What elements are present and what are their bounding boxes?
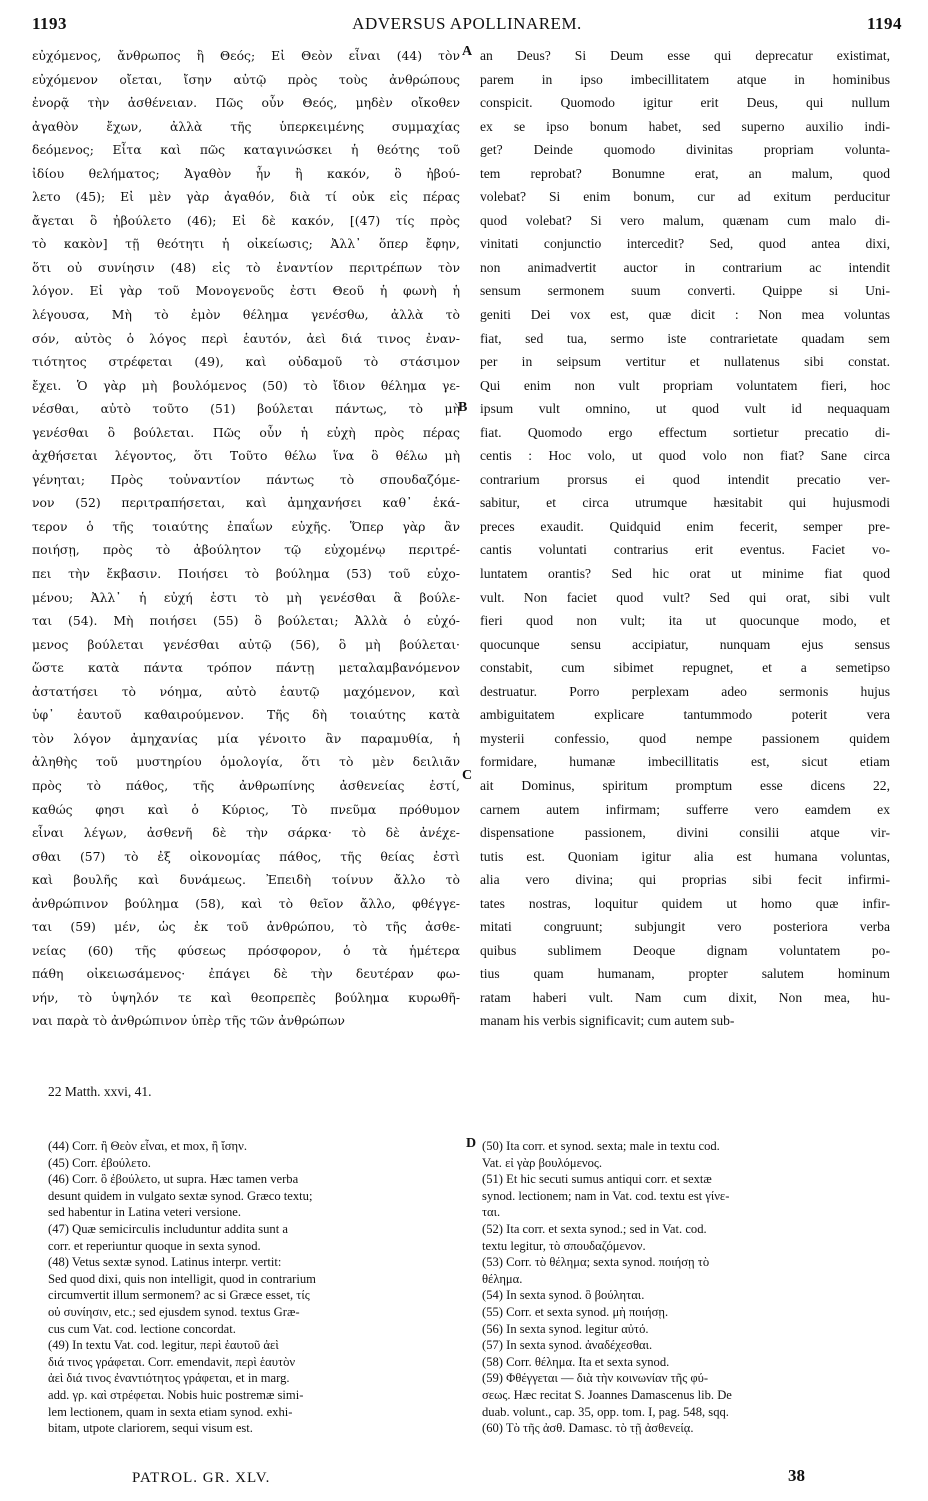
footnote-line: duab. volunt., cap. 35, opp. tom. I, pag. 548, sqq.	[482, 1404, 729, 1419]
footnotes-right	[482, 1138, 892, 1437]
section-marker-c: C	[462, 768, 473, 783]
latin-text-line: carnem autem infirmam; sufferre vero eamdem ex	[480, 801, 890, 817]
volume-label: PATROL. GR. XLV.	[132, 1470, 271, 1486]
greek-text-column	[32, 44, 460, 1033]
latin-text-line: ait Dominus, spiritum promptum esse dicens 22,	[480, 777, 890, 793]
latin-text-line: conspicit. Quomodo igitur erit Deus, qui nullum	[480, 95, 890, 111]
footnote-line: (48) Vetus sextæ synod. Latinus interpr. vertit:	[48, 1255, 282, 1270]
latin-text-line: fieri quod non vult; ita ut quocunque modo, et	[480, 613, 890, 629]
latin-text-line: constabit, cum sibimet repugnet, et a semetipso	[480, 660, 890, 676]
latin-text-line: sensum sermonem suum converti. Quippe si Uni-	[480, 283, 890, 299]
latin-text-line: destruatur. Porro perplexam adeo sermonis hujus	[480, 683, 890, 699]
greek-text-line: ποιήσῃ, πρὸς τὸ ἀβούλητον τῷ εὐχομένῳ περιτρέ-	[32, 542, 460, 558]
greek-text-line: σθαι (57) τὸ ἐξ οἰκονομίας πάθος, τῆς θείας ἐστὶ	[32, 848, 460, 864]
latin-text-line: parem in ipso imbecillitatem atque in hominibus	[480, 71, 890, 87]
footnote-line: διά τινος γράφεται. Corr. emendavit, περὶ ἑαυτὸν	[48, 1354, 296, 1369]
footnote-line: (46) Corr. ὃ ἐβούλετο, ut supra. Hæc tamen verba	[48, 1172, 299, 1187]
latin-text-line: alia vero divina; qui proprias sibi fecit infirmi-	[480, 872, 890, 888]
greek-text-line: ὥστε κατὰ πάντα τρόπον πάντῃ μεταλαμβανόμενον	[32, 660, 460, 676]
greek-text-line: ἔχει. Ὁ γὰρ μὴ βουλόμενος (50) τὸ ἴδιον θέλημα γε-	[32, 377, 460, 393]
footnote-line: (59) Φθέγγεται — διὰ τὴν κοινωνίαν τῆς φύ-	[482, 1371, 709, 1386]
footnote-line: (55) Corr. et sexta synod. μὴ ποιήσῃ.	[482, 1304, 669, 1319]
running-header	[32, 14, 902, 40]
latin-text-line: ratam haberi vult. Nam cum dixit, Non mea, hu-	[480, 989, 890, 1005]
greek-text-line: ἰδίου θελήματος; Ἀγαθὸν ἦν ἢ κακόν, ὃ ἠβού-	[32, 165, 460, 181]
greek-text-line: μενος βούλεται γενέσθαι αὐτῷ (56), ὃ μὴ βούλεται·	[32, 636, 460, 652]
footnote-line: ται.	[482, 1205, 501, 1220]
latin-text-line: cantis voluntati contrarius erit eventus. Faciet vo-	[480, 542, 890, 558]
footnote-line: θέλημα.	[482, 1271, 523, 1286]
latin-text-line: vinitati conjunctio intercedit? Sed, quod antea dixi,	[480, 236, 890, 252]
greek-text-line: τιότητος στρέφεται (49), καὶ οὐδαμοῦ τὸ στάσιμον	[32, 354, 460, 370]
footnote-line: corr. et reperiuntur quoque in sexta synod.	[48, 1238, 261, 1253]
latin-text-line: sabitur, et circa utrumque hæsitabit qui hujusmodi	[480, 495, 890, 511]
greek-text-line: λέγουσα, Μὴ τὸ ἐμὸν θέλημα γενέσθω, ἀλλὰ τὸ	[32, 307, 460, 323]
greek-text-line: λετο (45); Εἰ μὲν γὰρ ἀγαθόν, διὰ τί οὐκ εἰς πέρας	[32, 189, 460, 205]
greek-text-line: ἄγεται ὃ ἠβούλετο (46); Εἰ δὲ κακόν, [(47) τίς πρὸς	[32, 212, 460, 228]
greek-text-line: νείας (60) τῆς φύσεως πρόσφορον, ὁ τὰ ἡμέτερα	[32, 942, 460, 958]
latin-text-line: quod volebat? Si vero malum, quænam cum malo di-	[480, 212, 890, 228]
footnote-line: (52) Ita corr. et sexta synod.; sed in Vat. cod.	[482, 1221, 707, 1236]
greek-text-line: ται (54). Μὴ ποιήσει (55) ὃ βούλεται; Ἀλλὰ ὁ εὐχό-	[32, 613, 460, 629]
latin-text-line: ipsum vult omnino, ut quod vult id nequaquam	[480, 401, 890, 417]
section-marker-b: B	[458, 400, 468, 415]
greek-text-line: ὑφ᾽ ἑαυτοῦ καθαιρούμενον. Τῆς δὴ τοιαύτης κατὰ	[32, 707, 460, 723]
running-title: ADVERSUS APOLLINAREM.	[352, 14, 582, 33]
latin-text-line: an Deus? Si Deum esse qui deprecatur existimat,	[480, 48, 890, 63]
footnote-line: σεως. Hæc recitat S. Joannes Damascenus lib. De	[482, 1387, 732, 1402]
latin-text-line: fiat, sed tua, sermo iste contrarietate quadam sem	[480, 330, 890, 346]
footnote-line: ἀεὶ διά τινος ἐναντιότητος γράφεται, et in marg.	[48, 1371, 290, 1386]
greek-text-line: τὸ κακὸν] τῇ θεότητι ἡ οἰκείωσις; Ἀλλ᾽ ὅπερ ἔφην,	[32, 236, 460, 252]
latin-text-column	[480, 44, 890, 1033]
greek-text-line: πάθη οἰκειωσάμενος· ἐπάγει δὲ τὴν δευτέραν φω-	[32, 966, 460, 982]
greek-text-line: ὅτι οὐ συνίησιν (48) εἰς τὸ ἐναντίον περιτρέπων τὸν	[32, 259, 460, 275]
greek-text-line: ἀχθήσεται λέγοντος, ὅτι Τοῦτο θέλω ἵνα ὃ θέλω μὴ	[32, 448, 460, 464]
footnote-line: cus cum Vat. cod. lectione concordat.	[48, 1321, 236, 1336]
scripture-reference: 22 Matth. xxvi, 41.	[48, 1084, 152, 1099]
greek-text-line: ἀστατήσει τὸ νόημα, αὐτὸ ἑαυτῷ μαχόμενον, καὶ	[32, 683, 460, 699]
greek-text-line: ἐνορᾷ τὴν ἀσθένειαν. Πῶς οὖν Θεός, μηδὲν οἴκοθεν	[32, 95, 460, 111]
section-marker-a: A	[462, 44, 473, 59]
greek-text-line: δεόμενος; Εἶτα καὶ πῶς καταγινώσκει ἡ θεότης τοῦ	[32, 142, 460, 158]
greek-text-line: πρὸς τὸ πάθος, τῆς ἀνθρωπίνης ἀσθενείας ἐστί,	[32, 777, 460, 793]
latin-text-line: quibus sublimem Deoque dignam voluntatem po-	[480, 942, 890, 958]
greek-text-line: σόν, αὐτὸς ὁ λόγος περὶ ἑαυτόν, ἀεὶ διά τινος ἐναν-	[32, 330, 460, 346]
footnote-line: circumvertit illum sermonem? ac si Græce esset, τίς	[48, 1288, 310, 1303]
greek-text-line: καὶ βουλῆς καὶ δυνάμεως. Ἐπειδὴ τοίνυν ἄλλο τὸ	[32, 872, 460, 888]
footnote-line: (45) Corr. ἐβούλετο.	[48, 1155, 151, 1170]
latin-text-line: ex se ipso bonum habet, sed superno auxilio indi-	[480, 118, 890, 134]
latin-text-line: mitati congruunt; subjungit vero posteriora verba	[480, 919, 890, 935]
footnote-line: (58) Corr. θέλημα. Ita et sexta synod.	[482, 1354, 670, 1369]
greek-text-line: εὐχόμενον οἴεται, ἴσην αὐτῷ πρὸς τοὺς ἀνθρώπους	[32, 71, 460, 87]
latin-text-line: tem reprobat? Bonumne erat, an malum, quod	[480, 165, 890, 181]
footnote-line: sed habentur in Latina veteri versione.	[48, 1205, 242, 1220]
footnote-line: (49) In textu Vat. cod. legitur, περὶ ἑαυτοῦ ἀεὶ	[48, 1338, 279, 1353]
footnote-line: synod. lectionem; nam in Vat. cod. textu est γίνε-	[482, 1188, 730, 1203]
greek-text-line: γένηται; Πρὸς τοὐναντίον πάντως τὸ σπουδαζόμε-	[32, 471, 460, 487]
latin-text-line: contrarium prorsus ei quod intendit precatio ver-	[480, 471, 890, 487]
latin-text-line: formidare, humanæ imbecillitatis est, sicut etiam	[480, 754, 890, 770]
latin-text-line: mysterii confessio, quod nempe passionem quidem	[480, 730, 890, 746]
latin-text-line: manam his verbis significavit; cum autem sub-	[480, 1013, 735, 1029]
footnote-line: οὐ συνίησιν, etc.; sed ejusdem synod. textus Græ-	[48, 1304, 300, 1319]
latin-text-line: preces exaudit. Quidquid enim fecerit, semper pre-	[480, 518, 890, 534]
footnote-line: add. γρ. καὶ στρέφεται. Nobis huic postremæ simi-	[48, 1387, 304, 1402]
page-number-left: 1193	[32, 14, 68, 33]
greek-text-line: νήν, τὸ ὑψηλόν τε καὶ θεοπρεπὲς βούλημα κυρωθῆ-	[32, 989, 460, 1005]
greek-text-line: πει τὴν ἔκβασιν. Ποιήσει τὸ βούλημα (53) τοῦ εὐχο-	[32, 566, 460, 582]
footnote-line: Vat. εἰ γὰρ βουλόμενος.	[482, 1155, 603, 1170]
section-marker-d: D	[466, 1136, 477, 1151]
footnote-line: lem lectionem, quam in sexta etiam synod. exhi-	[48, 1404, 293, 1419]
greek-text-line: νέσθαι, αὐτὸ τοῦτο (51) βούλεται πάντως, τὸ μὴ	[32, 401, 460, 417]
latin-text-line: dispensatione passionem, divini consilii atque vir-	[480, 825, 890, 841]
latin-text-line: vult. Non faciet quod vult? Sed qui orat, sibi vult	[480, 589, 890, 605]
signature-mark: 38	[788, 1466, 805, 1485]
greek-text-line: μένου; Ἀλλ᾽ ἡ εὐχή ἐστι τὸ μὴ γενέσθαι ἃ βούλε-	[32, 589, 460, 605]
footnote-line: desunt quidem in vulgato sextæ synod. Græco textu;	[48, 1188, 313, 1203]
latin-text-line: get? Deinde quomodo divinitas propriam volunta-	[480, 142, 890, 158]
greek-text-line: γενέσθαι ὃ βούλεται. Πῶς οὖν ἡ εὐχὴ πρὸς πέρας	[32, 424, 460, 440]
latin-text-line: geniti Dei vox est, quæ dicit : Non mea voluntas	[480, 307, 890, 323]
latin-text-line: quocunque sensu accipiatur, nunquam ejus sensus	[480, 636, 890, 652]
footnote-line: (53) Corr. τὸ θέλημα; sexta synod. ποιήσῃ τὸ	[482, 1255, 710, 1270]
greek-text-line: εἶναι λέγων, ἀσθενῆ δὲ τὴν σάρκα· τὸ δὲ ἀνέχε-	[32, 825, 460, 841]
greek-text-line: νον (52) περιτραπήσεται, καὶ ἀμηχανήσει καθ᾽ ἑκά-	[32, 495, 460, 511]
latin-text-line: centis : Hoc volo, ut quod volo non fiat? Sane circa	[480, 448, 890, 464]
latin-text-line: per in seipsum vertitur et nullatenus sibi constat.	[480, 354, 890, 370]
latin-text-line: Qui enim non vult propriam voluntatem fieri, hoc	[480, 377, 890, 393]
greek-text-line: τερον ὁ τῆς τοιαύτης ἐπαΐων εὐχῆς. Ὅπερ γὰρ ἂν	[32, 518, 460, 534]
footnote-line: (60) Τὸ τῆς ἀσθ. Damasc. τὸ τῇ ἀσθενείᾳ.	[482, 1421, 694, 1436]
greek-text-line: ται (59) μέν, ὡς ἐκ τοῦ ἀνθρώπου, τὸ τῆς ἀσθε-	[32, 919, 460, 935]
page-number-right: 1194	[866, 14, 902, 33]
footnote-line: (44) Corr. ἢ Θεὸν εἶναι, et mox, ἢ ἴσην.	[48, 1139, 247, 1153]
footnote-line: (56) In sexta synod. legitur αὐτό.	[482, 1321, 649, 1336]
greek-text-line: ἀληθὴς τοῦ μυστηρίου ὁμολογία, ὅτι τὸ μὲν δειλιᾶν	[32, 754, 460, 770]
footnotes-left	[48, 1138, 458, 1437]
latin-text-line: tutis est. Quoniam igitur alia est humana voluntas,	[480, 848, 890, 864]
footnote-line: (54) In sexta synod. ὃ βούληται.	[482, 1288, 645, 1303]
latin-text-line: ambiguitatem explicare tantummodo poterit vera	[480, 707, 890, 723]
latin-text-line: tates nostras, loquitur quidem ut homo quæ infir-	[480, 895, 890, 911]
latin-text-line: tius quam humanam, propter salutem hominum	[480, 966, 890, 982]
greek-text-line: ναι παρὰ τὸ ἀνθρώπινον ὑπὲρ τῆς τῶν ἀνθρώπων	[32, 1013, 345, 1029]
footnote-line: (50) Ita corr. et synod. sexta; male in textu cod.	[482, 1139, 720, 1153]
footnote-line: bitam, utpote clariorem, sequi visum est.	[48, 1421, 253, 1436]
greek-text-line: εὐχόμενος, ἄνθρωπος ἢ Θεός; Εἰ Θεὸν εἶναι (44) τὸν	[32, 48, 460, 63]
latin-text-line: volebat? Si enim bonum, cur ad exitum perducitur	[480, 189, 890, 205]
greek-text-line: λόγον. Εἰ γὰρ τοῦ Μονογενοῦς ἐστι Θεοῦ ἡ φωνὴ ἡ	[32, 283, 460, 299]
greek-text-line: τὸν λόγον ἀμηχανίας μία γένοιτο ἂν παραμυθία, ἡ	[32, 730, 460, 746]
latin-text-line: luntatem orantis? Sed hic orat ut minime fiat quod	[480, 566, 890, 582]
footnote-line: (47) Quæ semicirculis includuntur addita sunt a	[48, 1221, 288, 1236]
footnote-line: textu legitur, τὸ σπουδαζόμενον.	[482, 1238, 646, 1253]
greek-text-line: ἀνθρώπινον βούλημα (58), καὶ τὸ θεῖον ἄλλο, φθέγγε-	[32, 895, 460, 911]
footnote-line: (51) Et hic secuti sumus antiqui corr. et sextæ	[482, 1172, 712, 1187]
footnote-line: (57) In sexta synod. ἀναδέχεσθαι.	[482, 1338, 653, 1353]
latin-text-line: fiat. Quomodo ergo effectum sortietur precatio di-	[480, 424, 890, 440]
latin-text-line: non animadvertit auctor in contrarium ac intendit	[480, 259, 890, 275]
footnote-line: Sed quod dixi, quis non intelligit, quod in contrarium	[48, 1271, 316, 1286]
greek-text-line: ἀγαθὸν ἔχων, ἀλλὰ τῆς ὑπερκειμένης συμμαχίας	[32, 118, 460, 134]
greek-text-line: καθώς φησι καὶ ὁ Κύριος, Τὸ πνεῦμα πρόθυμον	[32, 801, 460, 817]
